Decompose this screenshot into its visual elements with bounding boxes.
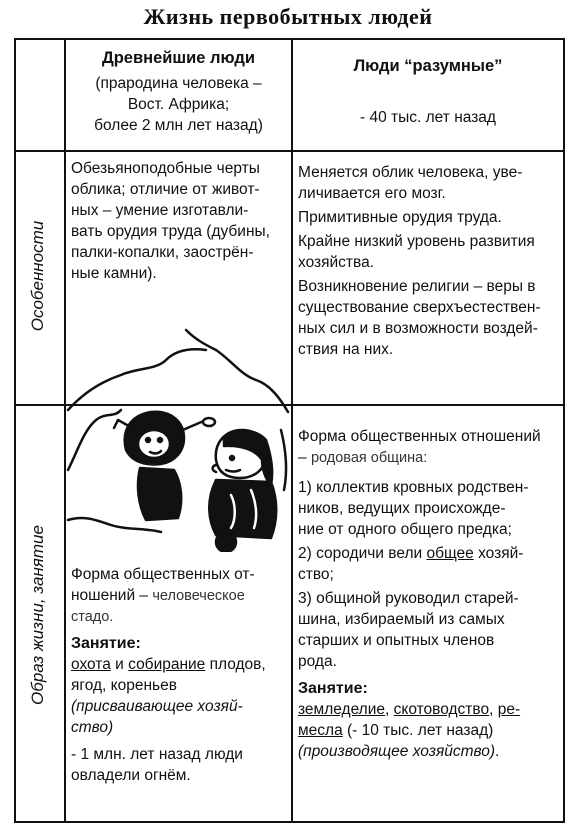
text-line: шина, избираемый из самых xyxy=(298,611,505,628)
header-ancient-sub1: (прародина человека – xyxy=(95,75,262,92)
table-border-right xyxy=(563,38,565,823)
page-title: Жизнь первобытных людей xyxy=(143,4,433,29)
text-line xyxy=(298,720,560,741)
text-line: ство; xyxy=(298,566,334,583)
text-line: существование сверхъестествен- xyxy=(298,299,541,316)
header-ancient xyxy=(66,48,291,148)
text-line: 3) общиной руководил старей- xyxy=(298,590,519,607)
form-value: стадо. xyxy=(71,609,114,625)
text-line xyxy=(298,447,560,469)
lifestyle-sapiens-text xyxy=(298,426,560,762)
text-span: (производящее хозяйство) xyxy=(298,743,496,760)
text-span: ношений – xyxy=(71,587,149,604)
table-border-top xyxy=(14,38,565,40)
text-line xyxy=(71,585,287,607)
underlined-term: общее xyxy=(426,545,474,562)
text-line: Меняется облик человека, уве- xyxy=(298,164,523,181)
underlined-term: скотоводство xyxy=(393,701,490,718)
form-value: родовая община: xyxy=(310,450,428,466)
text-line: рода. xyxy=(298,653,337,670)
text-line: хозяйства. xyxy=(298,254,375,271)
text-line: вать орудия труда (дубины, xyxy=(71,223,270,240)
text-line: старших и опытных членов xyxy=(298,632,495,649)
table-border-left xyxy=(14,38,16,823)
header-ancient-sub3: более 2 млн лет назад) xyxy=(94,117,263,134)
underlined-term: охота xyxy=(71,656,111,673)
text-line xyxy=(298,699,560,720)
row-divider-header xyxy=(14,150,565,152)
comparison-table xyxy=(14,38,565,823)
text-line: ные камни). xyxy=(71,265,157,282)
row-label-features: Особенности xyxy=(28,220,47,332)
text-line: Крайне низкий уровень развития xyxy=(298,233,535,250)
header-ancient-title: Древнейшие люди xyxy=(101,49,256,67)
row-label-lifestyle: Образ жизни, занятие xyxy=(28,525,47,705)
header-ancient-sub2: Вост. Африка; xyxy=(127,96,230,113)
underlined-term: месла xyxy=(298,722,343,739)
text-span: хозяй- xyxy=(473,545,524,562)
text-span: . xyxy=(495,743,500,760)
text-line: Форма общественных отношений xyxy=(298,428,541,445)
text-line: ствия на них. xyxy=(298,341,394,358)
text-span: плодов, xyxy=(205,656,266,673)
occupation-label: Занятие: xyxy=(298,680,368,697)
text-line xyxy=(71,654,287,675)
text-line: облика; отличие от живот- xyxy=(71,181,260,198)
text-line: ние от одного общего предка; xyxy=(298,521,512,538)
text-line: ство) xyxy=(71,719,114,736)
text-span: и xyxy=(110,656,129,673)
text-line: ягод, кореньев xyxy=(71,677,177,694)
text-line: (присваивающее хозяй- xyxy=(71,698,243,715)
cave-people-illustration xyxy=(66,320,291,552)
underlined-term: земледелие xyxy=(298,701,386,718)
text-line: палки-копалки, заострён- xyxy=(71,244,254,261)
header-sapiens xyxy=(293,56,563,146)
text-line: Возникновение религии – веры в xyxy=(298,278,536,295)
text-line xyxy=(298,741,560,762)
text-line: ников, ведущих происхожде- xyxy=(298,500,506,517)
underlined-term: ре- xyxy=(497,701,521,718)
text-line: ных сил и в возможности воздей- xyxy=(298,320,538,337)
text-span: (- 10 тыс. лет назад) xyxy=(342,722,494,739)
underlined-term: собирание xyxy=(128,656,206,673)
features-ancient-text xyxy=(71,158,287,284)
text-line: 1) коллектив кровных родствен- xyxy=(298,479,529,496)
text-line: овладели огнём. xyxy=(71,767,191,784)
text-span: , xyxy=(385,701,394,718)
form-value: человеческое xyxy=(152,588,245,604)
text-line: Обезьяноподобные черты xyxy=(71,160,260,177)
lifestyle-ancient-text xyxy=(71,564,287,786)
column-divider-middle xyxy=(291,38,293,823)
table-border-bottom xyxy=(14,821,565,823)
text-span: , xyxy=(489,701,498,718)
text-line: Примитивные орудия труда. xyxy=(298,209,502,226)
text-line: - 1 млн. лет назад люди xyxy=(71,746,243,763)
text-span: 2) сородичи вели xyxy=(298,545,427,562)
text-span: – xyxy=(298,449,311,466)
text-line: личивается его мозг. xyxy=(298,185,446,202)
text-line: Форма общественных от- xyxy=(71,566,255,583)
header-sapiens-title: Люди “разумные” xyxy=(353,57,503,75)
text-line xyxy=(298,543,560,564)
header-sapiens-sub: - 40 тыс. лет назад xyxy=(360,109,496,126)
features-sapiens-text xyxy=(298,162,560,360)
occupation-label: Занятие: xyxy=(71,635,141,652)
text-line: ных – умение изготавли- xyxy=(71,202,249,219)
